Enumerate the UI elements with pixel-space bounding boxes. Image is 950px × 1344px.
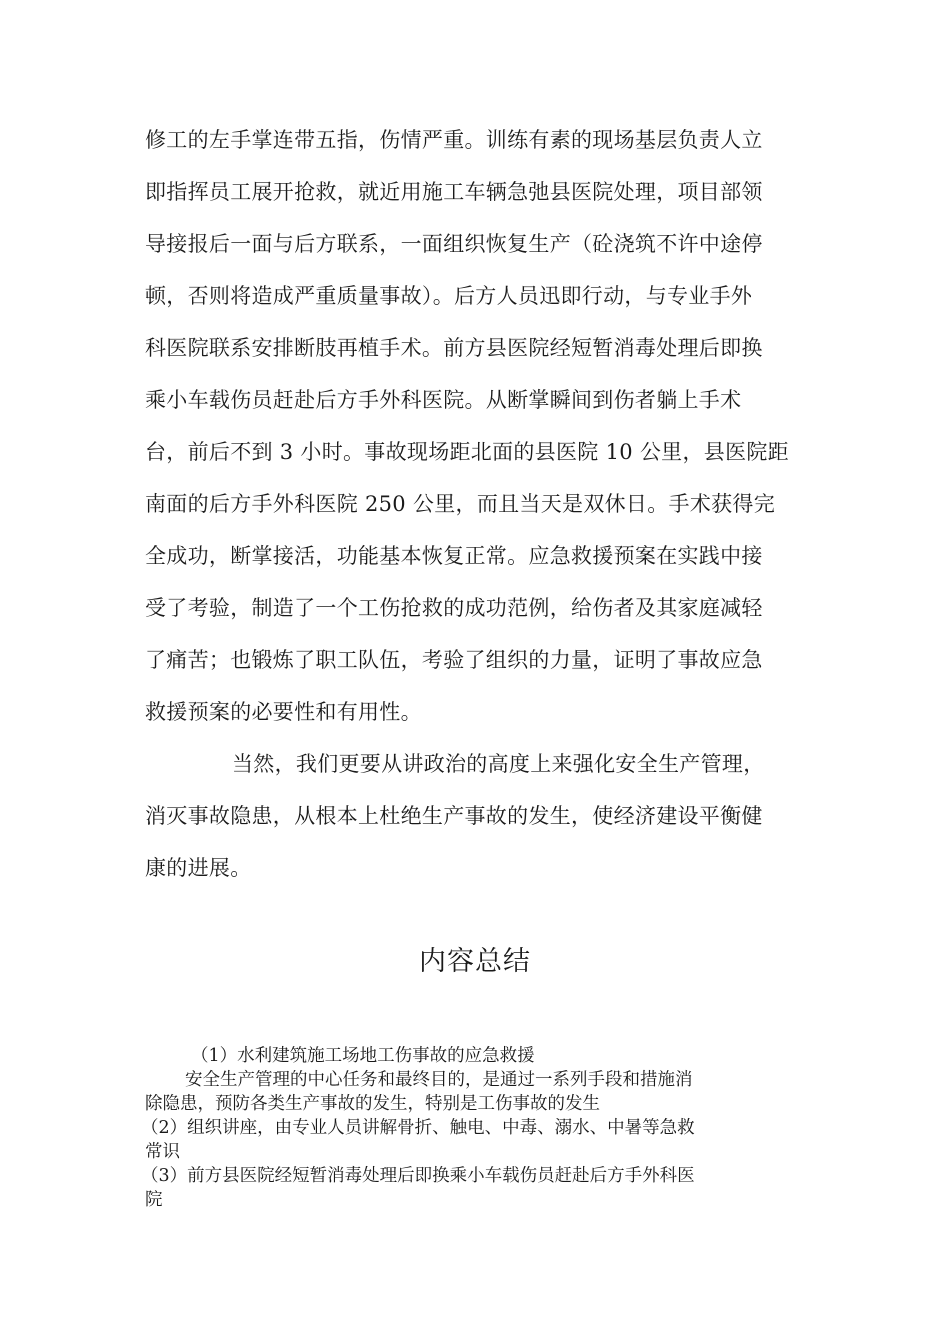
paragraph-line: 救援预案的必要性和有用性。 — [145, 700, 422, 724]
summary-item-line: 院 — [145, 1190, 163, 1210]
paragraph-line: 顿，否则将造成严重质量事故）。后方人员迅即行动，与专业手外 — [145, 284, 753, 308]
summary-heading: （1）水利建筑施工场地工伤事故的应急救援 — [191, 1046, 535, 1066]
summary-item-line: 常识 — [145, 1142, 180, 1162]
summary-section — [141, 1044, 825, 1212]
paragraph-line: 消灭事故隐患，从根本上杜绝生产事故的发生，使经济建设平衡健 — [145, 804, 763, 828]
summary-intro-line: 除隐患，预防各类生产事故的发生，特别是工伤事故的发生 — [145, 1094, 600, 1114]
summary-item-line: （3）前方县医院经短暂消毒处理后即换乘小车载伤员赶赴后方手外科医 — [141, 1166, 695, 1186]
paragraph-line: 当然，我们更要从讲政治的高度上来强化安全生产管理， — [232, 752, 765, 776]
paragraph-line: 台，前后不到 3 小时。事故现场距北面的县医院 10 公里，县医院距 — [145, 440, 789, 464]
paragraph-line: 了痛苦；也锻炼了职工队伍，考验了组织的力量，证明了事故应急 — [145, 648, 763, 672]
paragraph-line: 南面的后方手外科医院 250 公里，而且当天是双休日。手术获得完 — [145, 492, 776, 516]
paragraph-line: 即指挥员工展开抢救，就近用施工车辆急弛县医院处理，项目部领 — [145, 180, 763, 204]
paragraph-line: 导接报后一面与后方联系，一面组织恢复生产（砼浇筑不许中途停 — [145, 232, 763, 256]
paragraph-line: 修工的左手掌连带五指，伤情严重。训练有素的现场基层负责人立 — [145, 128, 763, 152]
body-text — [145, 114, 805, 894]
summary-intro-line: 安全生产管理的中心任务和最终目的，是通过一系列手段和措施消 — [185, 1070, 693, 1090]
paragraph-line: 全成功，断掌接活，功能基本恢复正常。应急救援预案在实践中接 — [145, 544, 763, 568]
summary-item-line: （2）组织讲座，由专业人员讲解骨折、触电、中毒、溺水、中暑等急救 — [141, 1118, 695, 1138]
summary-title: 内容总结 — [419, 946, 531, 977]
paragraph-line: 康的进展。 — [145, 856, 252, 880]
paragraph-line: 乘小车载伤员赶赴后方手外科医院。从断掌瞬间到伤者躺上手术 — [145, 388, 742, 412]
paragraph-line: 科医院联系安排断肢再植手术。前方县医院经短暂消毒处理后即换 — [145, 336, 763, 360]
paragraph-line: 受了考验，制造了一个工伤抢救的成功范例，给伤者及其家庭减轻 — [145, 596, 763, 620]
